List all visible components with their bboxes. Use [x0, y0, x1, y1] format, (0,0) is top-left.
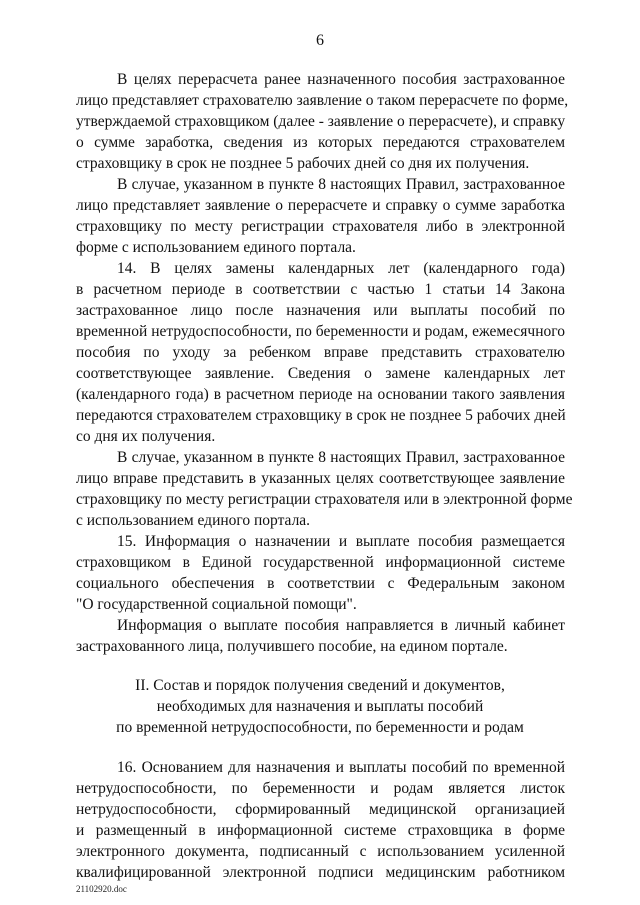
text-line: лицо вправе представить в указанных целях соответствующее заявление — [76, 470, 565, 487]
text-line: 14. В целях замены календарных лет (календарного года) — [117, 260, 565, 277]
text-line: лицо представляет страхователю заявление о таком перерасчете по форме, — [76, 92, 569, 109]
text-line: утверждаемой страховщиком (далее - заявление о перерасчете), и справку — [76, 113, 566, 130]
text-line: страховщику по месту регистрации страхователя либо в электронной — [76, 218, 565, 235]
text-line: с использованием единого портала. — [76, 512, 311, 529]
text-line: 15. Информация о назначении и выплате пособия размещается — [117, 533, 565, 550]
heading-line: необходимых для назначения и выплаты пособий — [156, 698, 484, 715]
text-line: застрахованное лицо после назначения или выплаты пособий по — [76, 302, 565, 319]
text-line: в расчетном периоде в соответствии с частью 1 статьи 14 Закона — [76, 281, 565, 298]
text-line: 16. Основанием для назначения и выплаты пособий по временной — [117, 759, 565, 776]
text-line: квалифицированной электронной подписи медицинским работником — [76, 864, 565, 881]
text-line: передаются страхователем страховщику в срок не позднее 5 рабочих дней — [76, 407, 566, 424]
text-line: В случае, указанном в пункте 8 настоящих Правил, застрахованное — [117, 449, 565, 466]
page-number: 6 — [316, 32, 324, 49]
text-line: страховщиком в Единой государственной информационной системе — [76, 554, 565, 571]
text-line: форме с использованием единого портала. — [76, 239, 356, 256]
text-line: нетрудоспособности, сформированный медицинской организацией — [76, 801, 565, 818]
text-line: застрахованного лица, получившего пособие, на едином портале. — [76, 638, 508, 655]
text-line: В случае, указанном в пункте 8 настоящих Правил, застрахованное — [117, 176, 565, 193]
text-line: "О государственной социальной помощи". — [76, 596, 357, 613]
text-line: страховщику в срок не позднее 5 рабочих дней со дня их получения. — [76, 155, 530, 172]
text-line: со дня их получения. — [76, 428, 216, 445]
text-line: электронного документа, подписанный с использованием усиленной — [76, 843, 565, 860]
text-line: временной нетрудоспособности, по беременности и родам, ежемесячного — [76, 323, 565, 340]
text-line: о сумме заработка, сведения из которых передаются страхователем — [76, 134, 565, 151]
text-line: Информация о выплате пособия направляется в личный кабинет — [117, 617, 565, 634]
heading-line: II. Состав и порядок получения сведений и документов, — [135, 677, 505, 694]
text-line: страховщику по месту регистрации страхователя или в электронной форме — [76, 491, 573, 508]
footer-document-code: 21102920.doc — [76, 884, 127, 894]
text-line: и размещенный в информационной системе страховщика в форме — [76, 822, 565, 839]
text-line: лицо представляет заявление о перерасчете и справку о сумме заработка — [76, 197, 565, 214]
text-line: социального обеспечения в соответствии с Федеральным законом — [76, 575, 565, 592]
text-line: В целях перерасчета ранее назначенного пособия застрахованное — [117, 71, 565, 88]
text-line: нетрудоспособности, по беременности и родам является листок — [76, 780, 565, 797]
heading-line: по временной нетрудоспособности, по беременности и родам — [116, 719, 524, 736]
text-line: пособия по уходу за ребенком вправе представить страхователю — [76, 344, 565, 361]
text-line: соответствующее заявление. Сведения о замене календарных лет — [76, 365, 565, 382]
text-line: (календарного года) в расчетном периоде на основании такого заявления — [76, 386, 565, 403]
